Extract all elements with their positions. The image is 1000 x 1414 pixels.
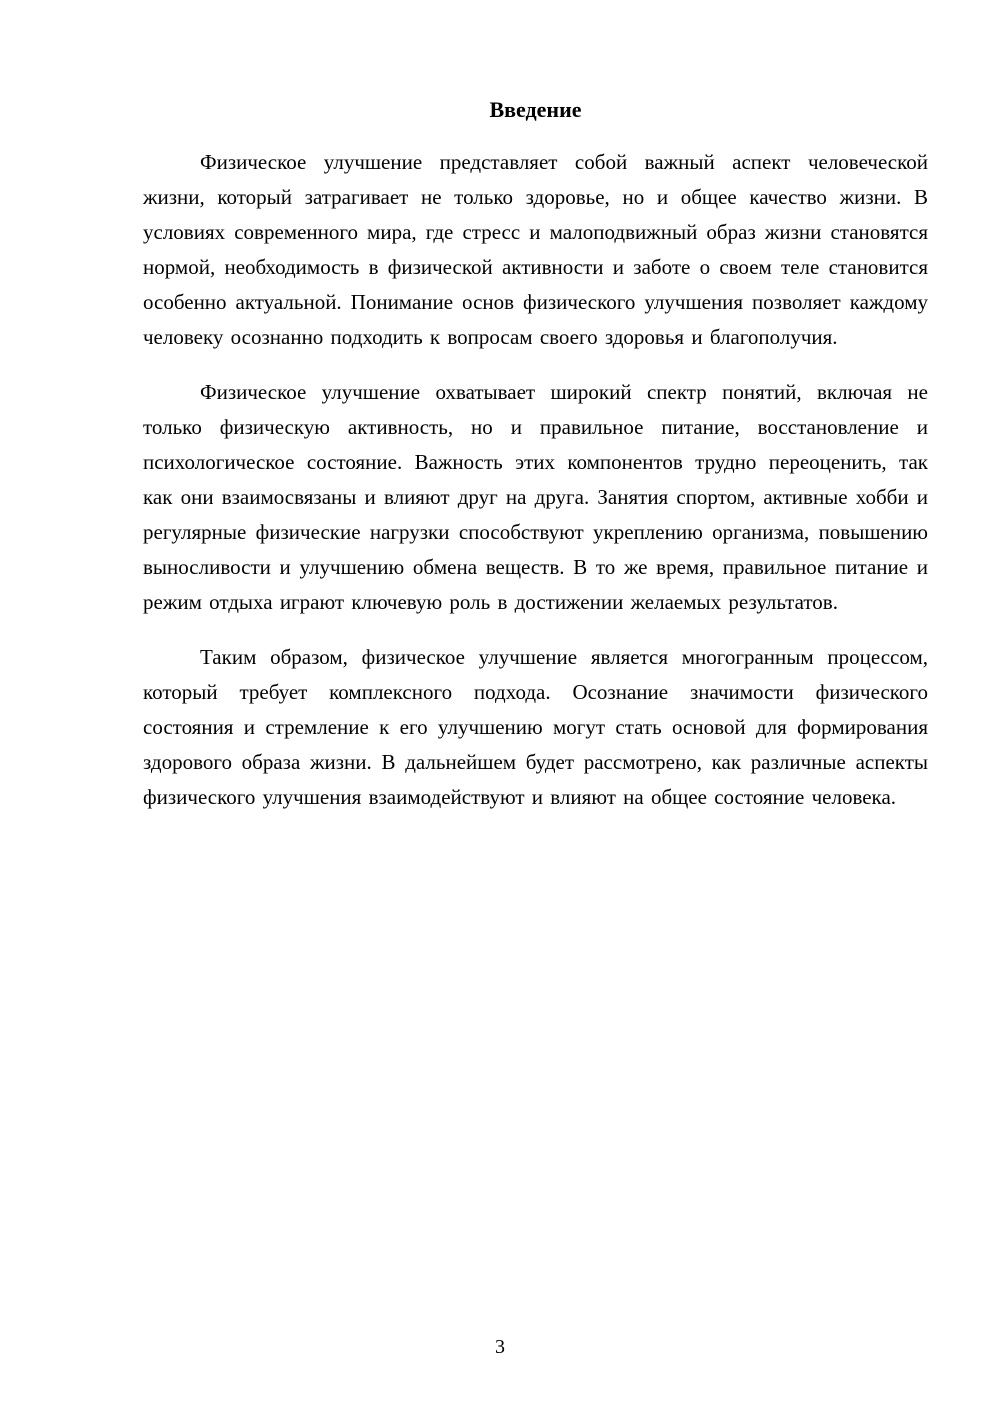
paragraph-2: Физическое улучшение охватывает широкий спектр понятий, включая не только физическую активность, но и правильное питание, восстановление и психологическое состояние. Важность этих компонентов трудно переоценить, так как они взаимосвязаны и влияют друг на друга. Занятия спортом, активные хобби и регулярные физические нагрузки способствуют укреплению организма, повышению выносливости и улучшению обмена веществ. В то же время, правильное питание и режим отдыха играют ключевую роль в достижении желаемых результатов. — [143, 380, 928, 614]
paragraph-1: Физическое улучшение представляет собой важный аспект человеческой жизни, который затрагивает не только здоровье, но и общее качество жизни. В условиях современного мира, где стресс и малоподвижный образ жизни становятся нормой, необходимость в физической активности и заботе о своем теле становится особенно актуальной. Понимание основ физического улучшения позволяет каждому человеку осознанно подходить к вопросам своего здоровья и благополучия. — [143, 150, 928, 349]
paragraph-3: Таким образом, физическое улучшение является многогранным процессом, который требует комплексного подхода. Осознание значимости физического состояния и стремление к его улучшению могут стать основой для формирования здорового образа жизни. В дальнейшем будет рассмотрено, как различные аспекты физического улучшения взаимодействуют и влияют на общее состояние человека. — [143, 645, 928, 809]
page-number: 3 — [495, 1336, 505, 1358]
page-title: Введение — [489, 97, 582, 122]
